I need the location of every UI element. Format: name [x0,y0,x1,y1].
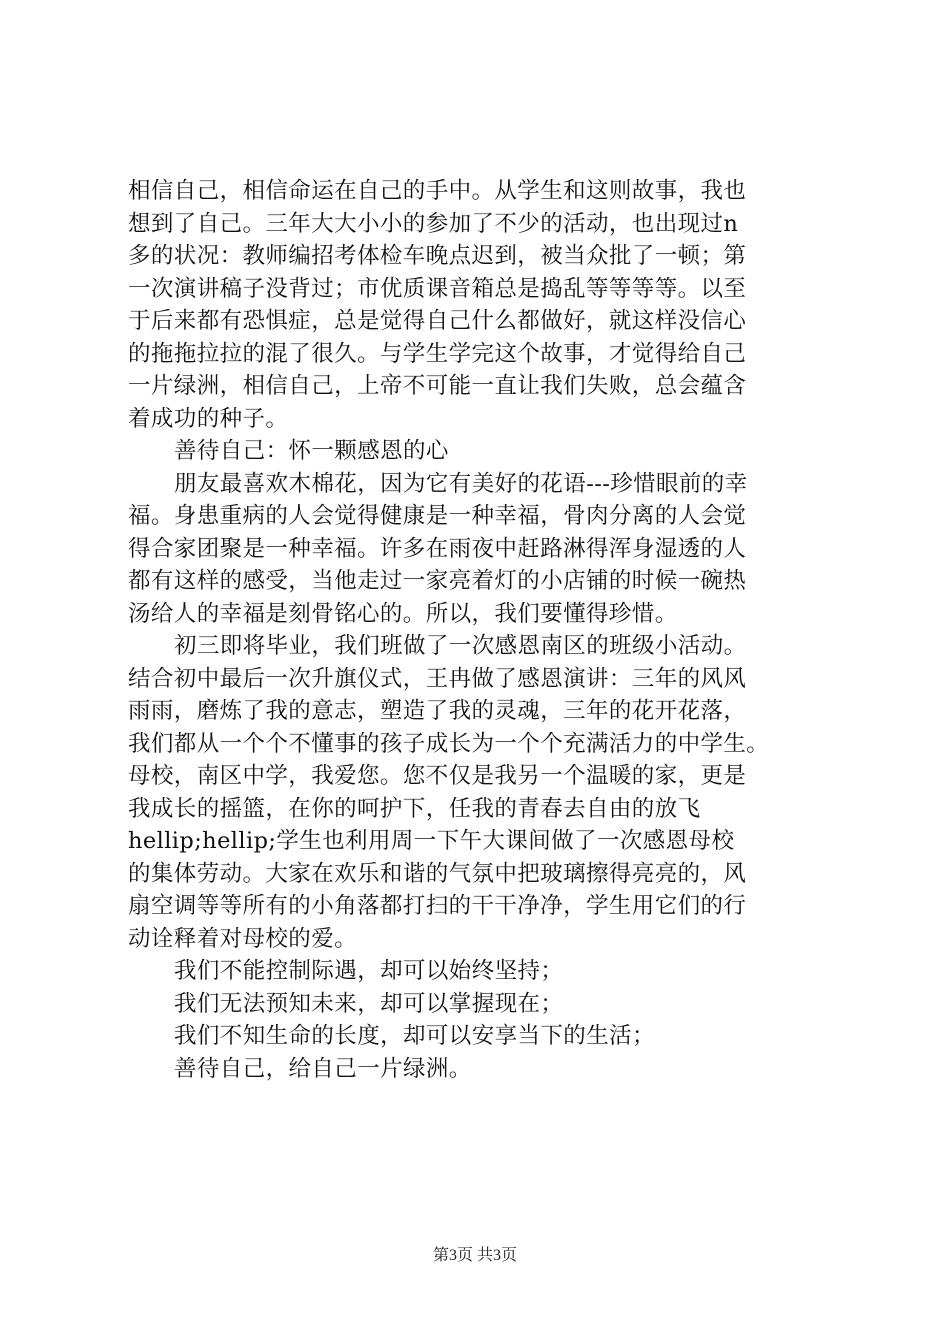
text-line: 动诠释着对母校的爱。 [128,925,358,952]
text-line: 福。身患重病的人会觉得健康是一种幸福，骨肉分离的人会觉 [128,503,747,529]
text-line: 相信自己，相信命运在自己的手中。从学生和这则故事，我也 [128,178,747,204]
text-line: 雨雨，磨炼了我的意志，塑造了我的灵魂，三年的花开花落， [128,698,747,724]
text-line: 善待自己：怀一颗感恩的心 [174,438,449,464]
text-line: 于后来都有恐惧症，总是觉得自己什么都做好，就这样没信心 [128,308,747,334]
text-line: 都有这样的感受，当他走过一家亮着灯的小店铺的时候一碗热 [128,568,747,594]
body-text [128,175,834,1085]
text-line: 我们不能控制际遇，却可以始终坚持； [174,958,564,984]
text-line: 汤给人的幸福是刻骨铭心的。所以，我们要懂得珍惜。 [128,600,678,627]
text-line: 的集体劳动。大家在欢乐和谐的气氛中把玻璃擦得亮亮的，风 [128,860,747,887]
text-line: 的拖拖拉拉的混了很久。与学生学完这个故事，才觉得给自己 [128,340,747,367]
text-line: 一次演讲稿子没背过；市优质课音箱总是捣乱等等等等。以至 [128,275,747,302]
text-line: hellip;hellip;学生也利用周一下午大课间做了一次感恩母校 [128,828,735,854]
text-line: 着成功的种子。 [128,405,289,432]
text-line: 我们都从一个个不懂事的孩子成长为一个个充满活力的中学生。 [128,730,770,757]
text-line: 结合初中最后一次升旗仪式，王冉做了感恩演讲：三年的风风 [128,665,747,692]
text-line: 想到了自己。三年大大小小的参加了不少的活动，也出现过n [128,210,739,237]
text-line: 得合家团聚是一种幸福。许多在雨夜中赶路淋得浑身湿透的人 [128,535,747,562]
text-line: 我成长的摇篮，在你的呵护下，任我的青春去自由的放飞 [128,795,701,822]
text-line: 我们无法预知未来，却可以掌握现在； [174,990,564,1017]
page-footer: 第3页 共3页 [432,1247,517,1264]
text-line: 扇空调等等所有的小角落都打扫的干干净净，学生用它们的行 [128,893,747,919]
text-line: 母校，南区中学，我爱您。您不仅是我另一个温暖的家，更是 [128,763,747,789]
text-line: 善待自己，给自己一片绿洲。 [174,1055,472,1082]
text-line: 一片绿洲，相信自己，上帝不可能一直让我们失败，总会蕴含 [128,373,747,399]
text-line: 朋友最喜欢木棉花，因为它有美好的花语---珍惜眼前的幸 [174,470,748,497]
text-line: 我们不知生命的长度，却可以安享当下的生活； [174,1023,655,1049]
text-line: 多的状况：教师编招考体检车晚点迟到，被当众批了一顿；第 [128,243,747,269]
text-line: 初三即将毕业，我们班做了一次感恩南区的班级小活动。 [174,633,747,659]
